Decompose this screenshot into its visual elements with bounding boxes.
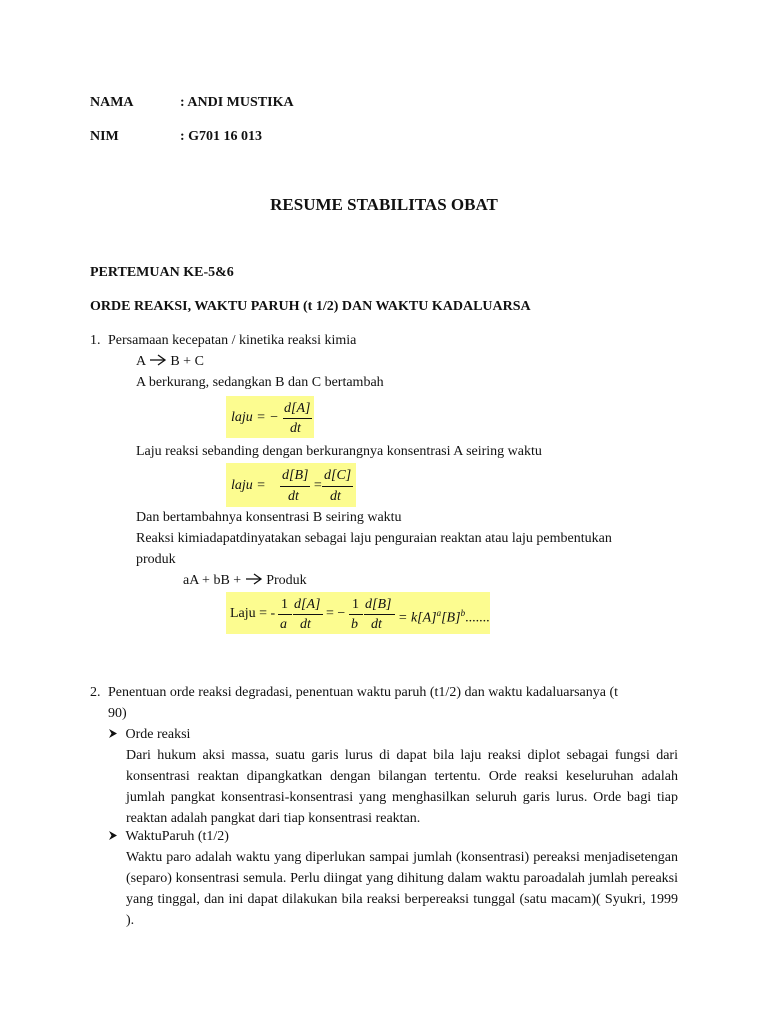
eq3-rate-law-a: = k[A] xyxy=(398,610,437,626)
reaction-line xyxy=(136,351,204,372)
eq3-mid: = − xyxy=(326,606,346,621)
eq3-ellipsis: ....... xyxy=(465,610,490,626)
eq3-one-b: 1 xyxy=(352,597,359,612)
section1-number: 1. xyxy=(90,333,101,348)
eq2-lhs: laju = xyxy=(231,478,266,493)
equation-rate-bc xyxy=(226,463,356,507)
eq3-rhs xyxy=(398,603,490,629)
name-label: NAMA xyxy=(90,95,134,110)
bullet-waktu-paruh xyxy=(108,826,229,847)
section2-heading-line2: 90) xyxy=(108,706,127,721)
eq1-denominator: dt xyxy=(290,421,301,436)
topic-heading: ORDE REAKSI, WAKTU PARUH (t 1/2) DAN WAKTU KADALUARSA xyxy=(90,299,531,314)
section1-text3: Dan bertambahnya konsentrasi B seiring waktu xyxy=(136,510,402,525)
eq2-numerator-c: d[C] xyxy=(324,468,352,483)
eq3-lhs: Laju = - xyxy=(230,606,276,621)
section1-text2: Laju reaksi sebanding dengan berkurangnya konsentrasi A seiring waktu xyxy=(136,444,542,459)
reaction2-line xyxy=(183,570,307,591)
eq2-denominator-c: dt xyxy=(330,489,341,504)
eq3-exponent-b: b xyxy=(460,608,466,618)
eq1-numerator: d[A] xyxy=(284,401,311,416)
eq3-dt-b: dt xyxy=(371,617,382,632)
section1-text4: Reaksi kimiadapatdinyatakan sebagai laju penguraian reaktan atau laju pembentukan xyxy=(136,531,612,546)
eq1-lhs: laju = − xyxy=(231,410,279,425)
eq2-numerator-b: d[B] xyxy=(282,468,309,483)
eq3-dA: d[A] xyxy=(294,597,321,612)
eq2-equals: = xyxy=(313,478,323,493)
reaction-products: B + C xyxy=(170,354,204,369)
section1-text5: produk xyxy=(136,552,176,567)
eq3-rate-law-b: [B] xyxy=(441,610,461,626)
section2-heading-line1: Penentuan orde reaksi degradasi, penentuan waktu paruh (t1/2) dan waktu kadaluarsanya (t xyxy=(108,685,619,700)
bullet-waktu-paruh-text: Waktu paro adalah waktu yang diperlukan sampai jumlah (konsentrasi) pereaksi menjadisetengan (separo) konsentrasi semula. Perlu diingat yang dihitung dalam waktu paroadalah jumlah pereaksi yang tinggal, dan ini dapat dilakukan bila reaksi berpereaksi tunggal (satu macam)( Syukri, 1999 ). xyxy=(126,850,678,928)
section2-number: 2. xyxy=(90,685,101,700)
eq3-coef-a: a xyxy=(280,617,287,632)
equation-rate-a xyxy=(226,396,314,438)
eq3-coef-b: b xyxy=(351,617,358,632)
arrowhead-bullet-icon xyxy=(108,728,118,739)
nim-label: NIM xyxy=(90,129,119,144)
bullet-waktu-paruh-label: WaktuParuh (t1/2) xyxy=(125,829,229,844)
document-title: RESUME STABILITAS OBAT xyxy=(270,195,498,214)
right-arrow-icon xyxy=(245,573,263,585)
section1-heading: Persamaan kecepatan / kinetika reaksi kimia xyxy=(108,333,357,348)
meeting-heading: PERTEMUAN KE-5&6 xyxy=(90,265,234,280)
equation-general-rate xyxy=(226,592,490,634)
section1-text1: A berkurang, sedangkan B dan C bertambah xyxy=(136,375,384,390)
reaction2-reactants: aA + bB + xyxy=(183,573,242,588)
eq3-dB: d[B] xyxy=(365,597,392,612)
reaction-reactant: A xyxy=(136,354,146,369)
eq3-dt-a: dt xyxy=(300,617,311,632)
reaction2-product: Produk xyxy=(266,573,307,588)
name-value: : ANDI MUSTIKA xyxy=(180,95,294,110)
right-arrow-icon xyxy=(149,354,167,366)
eq2-denominator-b: dt xyxy=(288,489,299,504)
bullet-orde-reaksi-label: Orde reaksi xyxy=(125,727,191,742)
eq3-one-a: 1 xyxy=(281,597,288,612)
bullet-orde-reaksi-text: Dari hukum aksi massa, suatu garis lurus di dapat bila laju reaksi diplot sebagai fungsi dari konsentrasi reaktan dipangkatkan dengan bilangan tertentu. Orde reaksi keseluruhan adalah jumlah pangkat konsentrasi-konsentrasi yang menghasilkan seluruh garis lurus. Orde bagi tiap reaktan adalah pangkat dari tiap konsentrasi reaktan. xyxy=(126,748,678,826)
bullet-orde-reaksi xyxy=(108,724,190,745)
nim-value: : G701 16 013 xyxy=(180,129,263,144)
arrowhead-bullet-icon xyxy=(108,830,118,841)
eq3-exponent-a: a xyxy=(436,608,442,618)
